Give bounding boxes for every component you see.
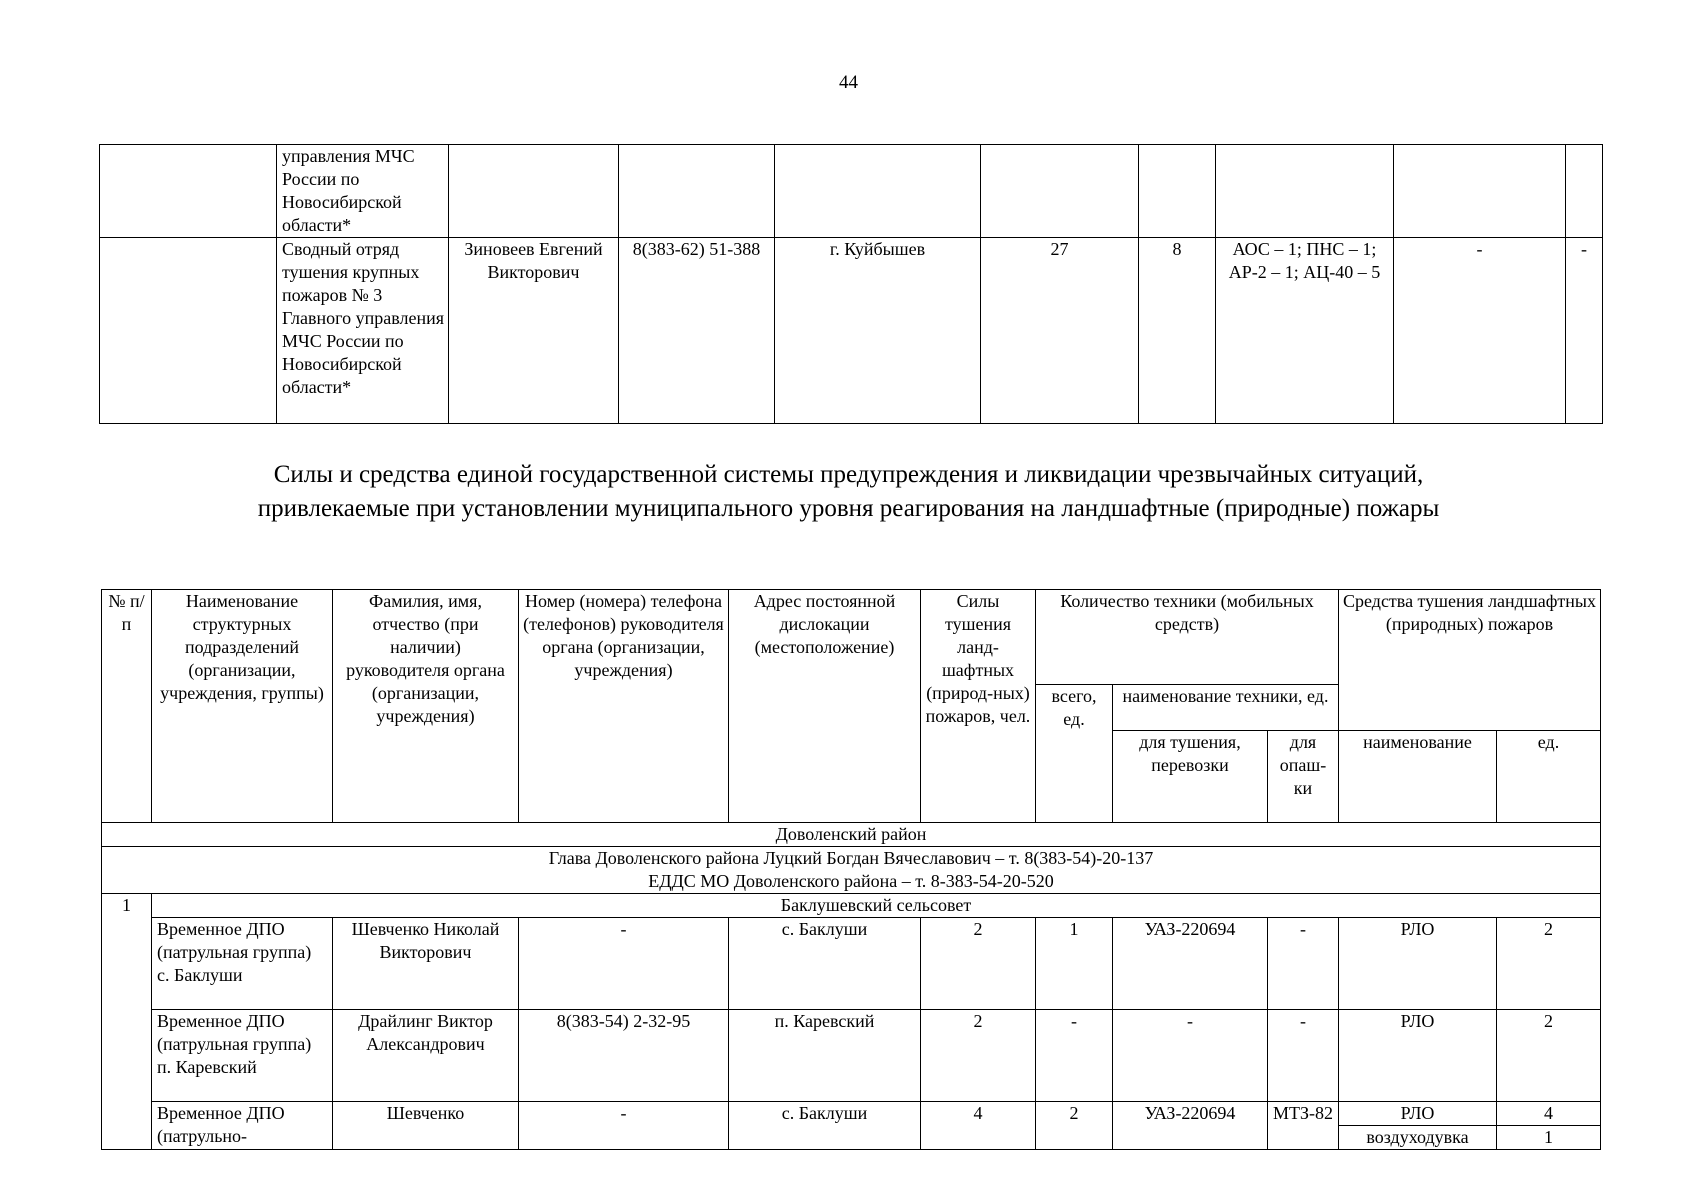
district-info-row bbox=[102, 847, 1601, 894]
forces: 2 bbox=[921, 1010, 1036, 1102]
district-edds-info: ЕДДС МО Доволенского района – т. 8-383-54-20-520 bbox=[648, 871, 1054, 891]
means-qty: 1 bbox=[1497, 1126, 1601, 1150]
total: 8 bbox=[1139, 238, 1216, 424]
address: п. Каревский bbox=[729, 1010, 921, 1102]
col-vehicle-names-header: наименование техники, ед. bbox=[1113, 685, 1339, 731]
means-name: РЛО bbox=[1339, 1102, 1497, 1126]
forces: 2 bbox=[921, 918, 1036, 1010]
col-num-header: № п/п bbox=[102, 590, 152, 823]
col-means-header: Средства тушения ландшафтных (природных) пожаров bbox=[1339, 590, 1601, 731]
unit-name: Временное ДПО (патрульная группа) п. Каревский bbox=[152, 1010, 333, 1102]
unit-name: Временное ДПО (патрульно- bbox=[152, 1102, 333, 1150]
section-heading bbox=[0, 458, 1697, 526]
address: с. Баклуши bbox=[729, 918, 921, 1010]
vehicle-fire: УАЗ-220694 bbox=[1113, 918, 1268, 1010]
unit-name: Сводный отряд тушения крупных пожаров № 3 Главного управления МЧС России по Новосибирской области* bbox=[277, 238, 449, 424]
address: г. Куйбышев bbox=[775, 238, 981, 424]
head-name: Зиновеев Евгений Викторович bbox=[449, 238, 619, 424]
col-fire-header: для тушения, перевозки bbox=[1113, 731, 1268, 823]
heading-line-1: Силы и средства единой государственной системы предупреждения и ликвидации чрезвычайных ситуаций, bbox=[273, 461, 1424, 488]
table-row bbox=[100, 238, 1603, 424]
head-name: Шевченко Николай Викторович bbox=[333, 918, 519, 1010]
forces: 27 bbox=[981, 238, 1139, 424]
total: - bbox=[1036, 1010, 1113, 1102]
phone: 8(383-62) 51-388 bbox=[619, 238, 775, 424]
table-row bbox=[102, 1010, 1601, 1102]
phone: - bbox=[519, 1102, 729, 1150]
col-head-header: Фамилия, имя, отчество (при наличии) руководителя органа (организации, учреждения) bbox=[333, 590, 519, 823]
col-unit-header: Наименование структурных подразделений (организации, учреждения, группы) bbox=[152, 590, 333, 823]
col-means-name-header: наименование bbox=[1339, 731, 1497, 823]
table-row bbox=[102, 1102, 1601, 1126]
address: с. Баклуши bbox=[729, 1102, 921, 1150]
means-name: воздуходувка bbox=[1339, 1126, 1497, 1150]
table-row bbox=[102, 918, 1601, 1010]
col-plow-header: для опаш-ки bbox=[1268, 731, 1339, 823]
phone: 8(383-54) 2-32-95 bbox=[519, 1010, 729, 1102]
col-forces-header: Силы тушения ланд-шафтных (природ-ных) пожаров, чел. bbox=[921, 590, 1036, 823]
vehicle-fire: - bbox=[1113, 1010, 1268, 1102]
header-row bbox=[102, 590, 1601, 685]
table-row bbox=[100, 145, 1603, 238]
head-name: Драйлинг Виктор Александрович bbox=[333, 1010, 519, 1102]
forces-table bbox=[101, 589, 1601, 1150]
heading-line-2: привлекаемые при установлении муниципального уровня реагирования на ландшафтные (природные) пожары bbox=[257, 495, 1440, 522]
means-qty: 2 bbox=[1497, 918, 1601, 1010]
district-head-info: Глава Доволенского района Луцкий Богдан Вячеславович – т. 8(383-54)-20-137 bbox=[548, 848, 1154, 868]
vehicle-plow: МТЗ-82 bbox=[1268, 1102, 1339, 1150]
district-row bbox=[102, 823, 1601, 847]
means-name: РЛО bbox=[1339, 1010, 1497, 1102]
col-total-header: всего, ед. bbox=[1036, 685, 1113, 823]
total: 1 bbox=[1036, 918, 1113, 1010]
group-name: Баклушевский сельсовет bbox=[152, 894, 1601, 918]
vehicle-plow: - bbox=[1268, 918, 1339, 1010]
group-row bbox=[102, 894, 1601, 918]
forces: 4 bbox=[921, 1102, 1036, 1150]
col9: - bbox=[1394, 238, 1566, 424]
means-qty: 4 bbox=[1497, 1102, 1601, 1126]
col-vehicles-header: Количество техники (мобильных средств) bbox=[1036, 590, 1339, 685]
page-number: 44 bbox=[839, 72, 858, 93]
district-info bbox=[102, 847, 1601, 894]
vehicles: АОС – 1; ПНС – 1; АР-2 – 1; АЦ-40 – 5 bbox=[1216, 238, 1394, 424]
col-means-qty-header: ед. bbox=[1497, 731, 1601, 823]
col-phone-header: Номер (номера) телефона (телефонов) руководителя органа (организации, учреждения) bbox=[519, 590, 729, 823]
means-qty: 2 bbox=[1497, 1010, 1601, 1102]
total: 2 bbox=[1036, 1102, 1113, 1150]
phone: - bbox=[519, 918, 729, 1010]
group-number: 1 bbox=[102, 894, 152, 1150]
unit-name: управления МЧС России по Новосибирской области* bbox=[277, 145, 449, 238]
vehicle-plow: - bbox=[1268, 1010, 1339, 1102]
col10: - bbox=[1566, 238, 1603, 424]
district-name: Доволенский район bbox=[102, 823, 1601, 847]
head-name: Шевченко bbox=[333, 1102, 519, 1150]
means-name: РЛО bbox=[1339, 918, 1497, 1010]
col-address-header: Адрес постоянной дислокации (местоположение) bbox=[729, 590, 921, 823]
continued-table bbox=[99, 144, 1603, 424]
vehicle-fire: УАЗ-220694 bbox=[1113, 1102, 1268, 1150]
unit-name: Временное ДПО (патрульная группа) с. Баклуши bbox=[152, 918, 333, 1010]
